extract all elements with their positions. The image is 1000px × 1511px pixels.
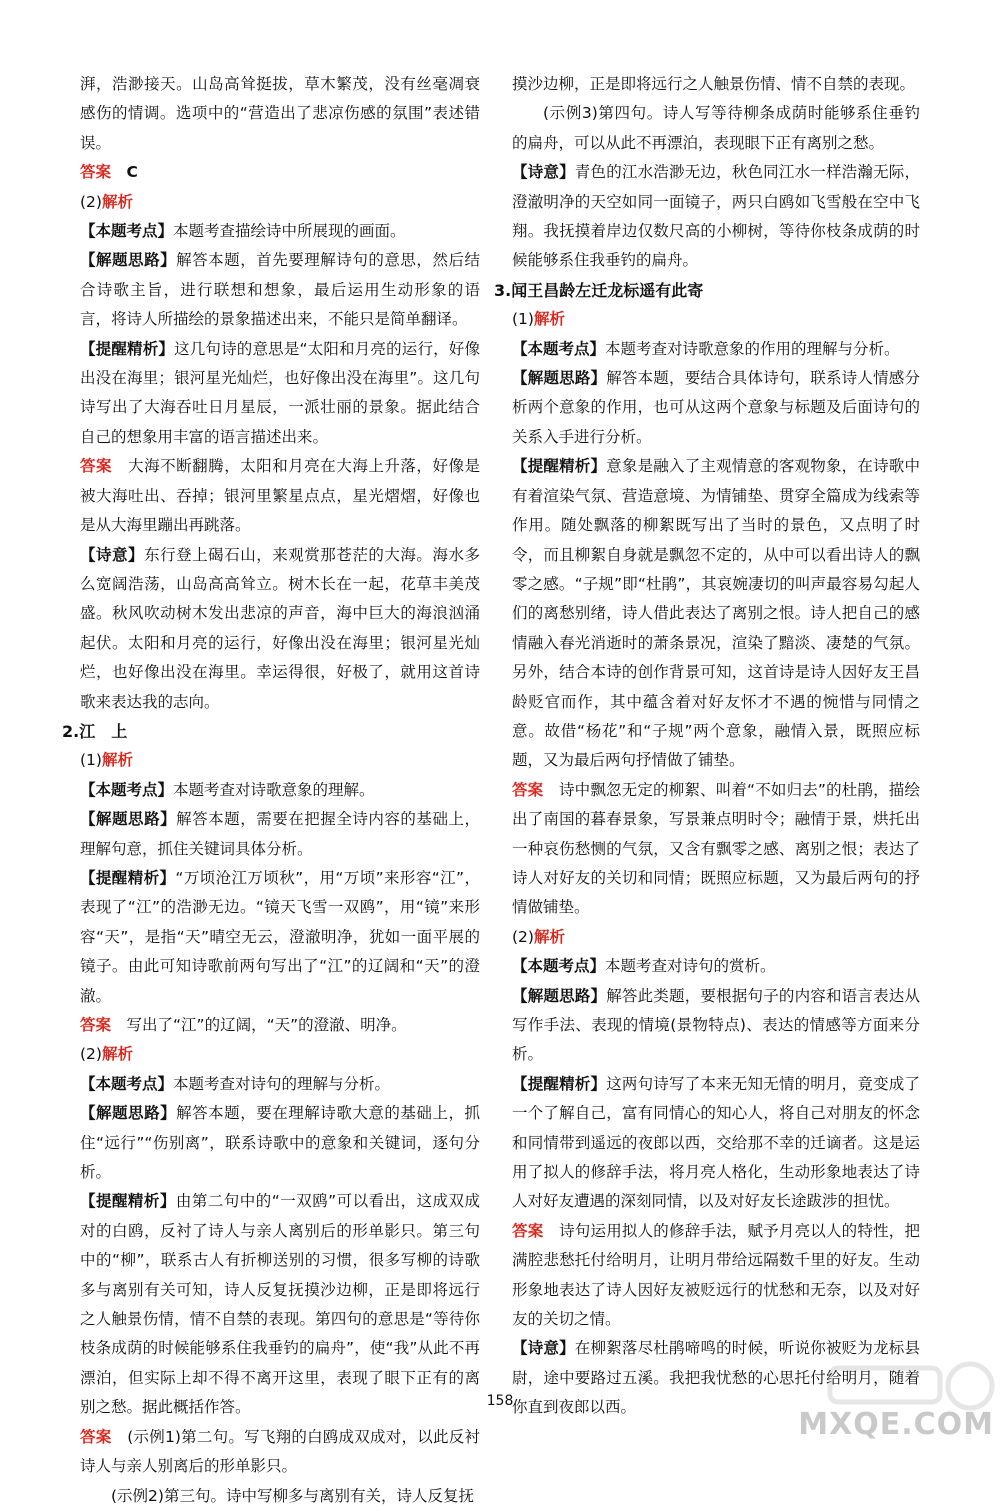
text: 这几句诗的意思是“太阳和月亮的运行，好像出没在海里；银河星光灿烂，也好像出没在海里”。这几句诗写出了大海吞吐日月星辰，一派壮丽的景象。据此结合自己的想象用丰富的语言描述出来。 [80,339,480,446]
tag: 【解题思路】 [80,251,177,270]
analysis-detail [80,335,480,453]
tag: 【本题考点】 [512,957,606,976]
tag: 【本题考点】 [512,339,606,358]
answer-text: 写出了“江”的辽阔，“天”的澄澈、明净。 [126,1016,407,1034]
page-number: 158 [486,1393,514,1409]
answer-block [80,1423,480,1482]
text: 解答本题，要在理解诗歌大意的基础上，抓住“远行”“伤别离”，联系诗歌中的意象和关键词，逐句分析。 [80,1104,480,1182]
text: 由第二句中的“一双鸥”可以看出，这成双成对的白鸥，反衬了诗人与亲人离别后的形单影只。第三句中的“柳”，联系古人有折柳送别的习惯，很多写柳的诗歌多与离别有关可知，诗人反复抚摸沙边柳，正是即将远行之人触景伤情，情不自禁的表现。第四句的意思是“等待你枝条成荫的时候能够系住我垂钓的扁舟”，使“我”从此不再漂泊，但实际上却不得不离开这里，表现了眼下正有的离别之愁。据此概括作答。 [80,1192,480,1417]
tag: 【诗意】 [512,1339,575,1358]
text: 意象是融入了主观情意的客观物象，在诗歌中有着渲染气氛、营造意境、为情铺垫、贯穿全篇成为线索等作用。随处飘落的柳絮既写出了当时的景色，又点明了时令，而且柳絮自身就是飘忽不定的，从中可以看出诗人的飘零之感。“子规”即“杜鹃”，其哀婉凄切的叫声最容易勾起人们的离愁别绪，诗人借此表达了离别之恨。诗人把自己的感情融入春光消逝时的萧条景况，渲染了黯淡、凄楚的气氛。另外，结合本诗的创作背景可知，这首诗是诗人因好友王昌龄贬官而作，其中蕴含着对好友怀才不遇的惋惜与同情之意。故借“杨花”和“子规”两个意象，融情入景，既照应标题，又为最后两句抒情做了铺垫。 [512,457,920,770]
solution-idea [512,364,920,452]
answer-text: 大海不断翻腾，太阳和月亮在大海上升落，好像是被大海吐出、吞掉；银河里繁星点点，星光熠熠，好像也是从大海里蹦出再跳落。 [80,457,480,535]
text: 解答本题，首先要理解诗句的意思，然后结合诗歌主旨，进行联想和想象，最后运用生动形象的语言，将诗人所描绘的景象描述出来，不能只是简单翻译。 [80,251,480,329]
analysis-detail [512,1070,920,1217]
answer-text: 诗句运用拟人的修辞手法，赋予月亮以人的特性，把满腔悲愁托付给明月，让明月带给远隔数千里的好友。生动形象地表达了诗人因好友被贬远行的忧愁和无奈，以及对好友的关切之情。 [512,1221,920,1329]
tag: 【本题考点】 [80,222,174,241]
tag: 【提醒精析】 [512,457,607,476]
paragraph: 湃，浩渺接天。山岛高耸挺拔，草木繁茂，没有丝毫凋衰感伤的情调。选项中的“营造出了悲凉伤感的氛围”表述错误。 [80,75,480,152]
section-number: 3. [494,280,512,300]
section-number: 2. [62,721,80,741]
tag: 【解题思路】 [512,986,607,1005]
key-point [80,1070,480,1099]
sub-heading [80,746,480,775]
text: 解答此类题，要根据句子的内容和语言表达从写作手法、表现的情境(景物特点)、表达的情感等方面来分析。 [512,986,920,1064]
answer-label: 答案 [80,457,113,476]
text: “万顷沧江万顷秋”，用“万顷”来形容“江”，表现了“江”的浩渺无边。“镜天飞雪一双鸥”，用“镜”来形容“天”，是指“天”晴空无云，澄澈明净，犹如一面平展的镜子。由此可知诗歌前两句写出了“江”的辽阔和“天”的澄澈。 [80,868,480,1005]
tag: 【提醒精析】 [80,1192,176,1211]
text: 本题考查对诗歌意象的理解。 [173,780,375,799]
left-column [62,70,480,1511]
answer-block [80,452,480,540]
text: 在柳絮落尽杜鹃啼鸣的时候，听说你被贬为龙标县尉，途中要路过五溪。我把我忧愁的心思托付给明月，随着你直到夜郎以西。 [512,1339,920,1417]
answer-line [80,158,480,187]
poem-meaning [512,158,920,276]
answer-label: 答案 [80,1427,112,1446]
sub-heading [512,923,920,952]
solution-idea [80,246,480,334]
text: 东行登上碣石山，来观赏那苍茫的大海。海水多么宽阔浩荡，山岛高高耸立。树木长在一起，花草丰美茂盛。秋风吹动树木发出悲凉的声音，海中巨大的海浪汹涌起伏。太阳和月亮的运行，好像出没在海里；银河星光灿烂，也好像出没在海里。幸运得很，好极了，就用这首诗歌来表达我的志向。 [80,545,480,711]
tag: 【提醒精析】 [80,339,175,358]
text: 这两句诗写了本来无知无情的明月，竟变成了一个了解自己，富有同情心的知心人，将自己对朋友的怀念和同情带到遥远的夜郎以西，交给那不幸的迁谪者。这是运用了拟人的修辞手法，将月亮人格化，生动形象地表达了诗人对好友遭遇的深刻同情，以及对好友长途跋涉的担忧。 [512,1074,920,1211]
key-point [512,335,920,364]
text: 本题考查描绘诗中所展现的画面。 [173,222,406,241]
answer-text: (示例1)第二句。写飞翔的白鸥成双成对，以此反衬诗人与亲人别离后的形单影只。 [80,1427,480,1476]
analysis-label: 解析 [101,751,133,770]
solution-idea [80,805,480,864]
answer-text: C [126,163,138,182]
text: 本题考查对诗句的赏析。 [605,957,776,976]
answer-block [512,776,920,923]
answer-label: 答案 [512,1221,544,1240]
analysis-label: 解析 [533,310,565,329]
example-text: (示例2)第三句。诗中写柳多与离别有关，诗人反复抚 [111,1486,474,1505]
example-text: (示例3)第四句。诗人写等待柳条成荫时能够系住垂钓的扁舟，可以从此不再漂泊，表现眼下正有离别之愁。 [512,104,920,152]
sub-number: (2) [512,927,534,946]
sub-number: (1) [80,751,102,770]
answer-block [512,1217,920,1335]
key-point [80,776,480,805]
tag: 【本题考点】 [80,1074,174,1093]
analysis-label: 解析 [533,927,565,946]
tag: 【解题思路】 [80,1104,177,1123]
analysis-label: 解析 [101,1045,133,1064]
sub-number: (1) [512,310,534,329]
section-title: 江 上 [79,721,128,741]
key-point [512,952,920,981]
analysis-detail [80,1187,480,1422]
tag: 【提醒精析】 [80,868,176,887]
text: 本题考查对诗句的理解与分析。 [173,1074,391,1093]
section-heading [62,717,480,746]
analysis-detail [80,864,480,1011]
text: 青色的江水浩渺无边，秋色同江水一样浩瀚无际，澄澈明净的天空如同一面镜子，两只白鸥如飞雪般在空中飞翔。我抚摸着岸边仅数尺高的小柳树，等待你枝条成荫的时候能够系住我垂钓的扁舟。 [512,163,920,270]
section-heading [494,276,920,305]
sub-heading [80,1040,480,1069]
paragraph: 摸沙边柳，正是即将远行之人触景伤情、情不自禁的表现。 [512,75,916,93]
tag: 【提醒精析】 [512,1074,607,1093]
analysis-label: 解析 [101,192,133,211]
sub-heading [80,188,480,217]
sub-heading [512,305,920,334]
answer-label: 答案 [80,163,112,182]
answer-text: 诗中飘忽无定的柳絮、叫着“不如归去”的杜鹃，描绘出了南国的暮春景象，写景兼点明时令；融情于景，烘托出一种哀伤愁恻的气氛，又含有飘零之感、离别之恨；表达了诗人对好友的关切和同情；既照应标题，又为最后两句的抒情做铺垫。 [512,780,920,917]
tag: 【诗意】 [512,163,575,182]
poem-meaning [80,541,480,717]
solution-idea [512,982,920,1070]
answer-label: 答案 [512,780,544,799]
text: 本题考查对诗歌意象的作用的理解与分析。 [605,339,900,358]
answer-label: 答案 [80,1016,112,1034]
text: 解答本题，需要在把握全诗内容的基础上，理解句意，抓住关键词具体分析。 [80,810,480,858]
key-point [80,217,480,246]
tag: 【诗意】 [80,545,145,564]
text: 解答本题，要结合具体诗句，联系诗人情感分析两个意象的作用，也可从这两个意象与标题及后面诗句的关系入手进行分析。 [512,369,920,446]
answer-block [80,1011,480,1040]
solution-idea [80,1099,480,1187]
tag: 【解题思路】 [512,369,607,388]
watermark-text: MXQE.COM [798,1407,994,1442]
sub-number: (2) [80,192,102,211]
sub-number: (2) [80,1045,102,1064]
tag: 【本题考点】 [80,780,174,799]
tag: 【解题思路】 [80,810,177,829]
analysis-detail [512,452,920,775]
section-title: 闻王昌龄左迁龙标遥有此寄 [511,280,704,300]
